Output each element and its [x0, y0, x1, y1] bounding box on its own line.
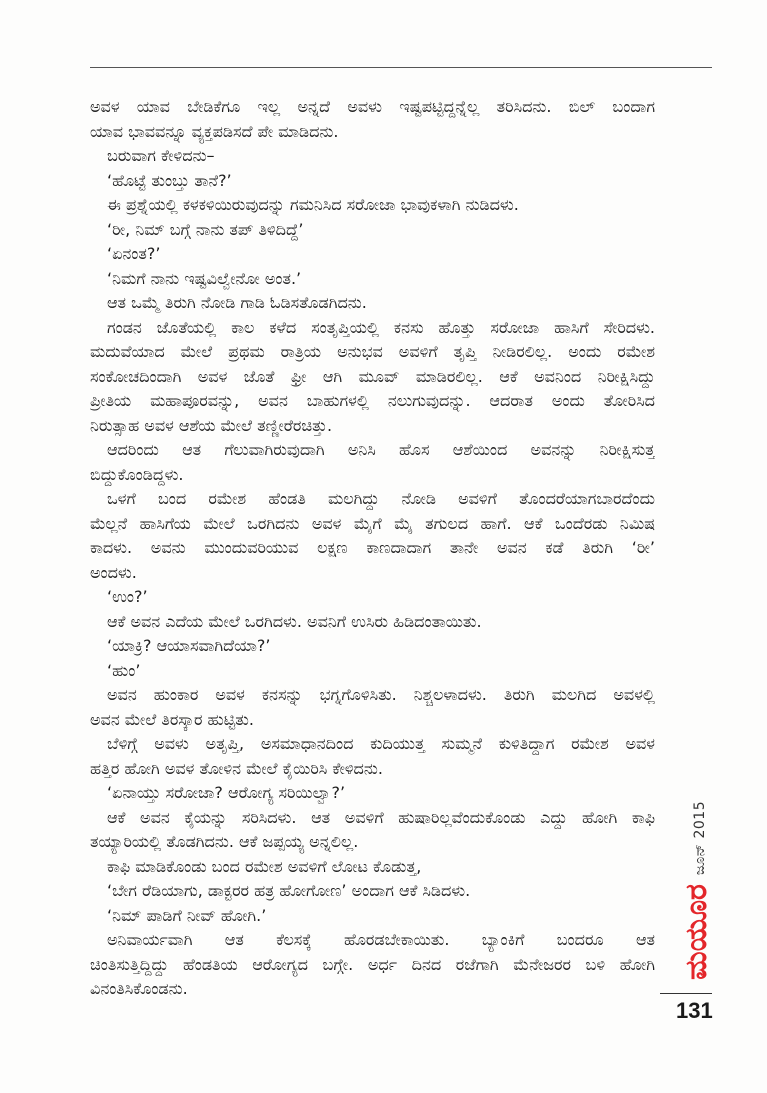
- text-line: ನಿರುತ್ಸಾಹ ಅವಳ ಆಶೆಯ ಮೇಲೆ ತಣ್ಣೀರೆರಚಿತ್ತು.: [90, 415, 333, 435]
- paragraph: [90, 928, 655, 1002]
- text-line: ಗಂಡನ ಜೊತೆಯಲ್ಲಿ ಕಾಲ ಕಳೆದ ಸಂತೃಪ್ತಿಯಲ್ಲಿ ಕನಸು ಹೊತ್ತು ಸರೋಜಾ ಹಾಸಿಗೆ ಸೇರಿದಳು.: [107, 317, 655, 337]
- paragraph: [90, 95, 655, 144]
- text-line: ಬಿದ್ದುಕೊಂಡಿದ್ದಳು.: [90, 464, 184, 484]
- header-rule: [90, 67, 712, 68]
- dialogue-line: [90, 585, 655, 610]
- text-line: ಅವನ ಹುಂಕಾರ ಅವಳ ಕನಸನ್ನು ಭಗ್ನಗೊಳಿಸಿತು. ನಿಶ್ಚಲಳಾದಳು. ತಿರುಗಿ ಮಲಗಿದ ಅವಳಲ್ಲಿ: [107, 685, 655, 704]
- dialogue-line: [90, 267, 655, 292]
- text-line: ‘ನಿಮ್ ಪಾಡಿಗೆ ನೀವ್ ಹೋಗಿ.’: [107, 905, 267, 925]
- paragraph: [90, 855, 655, 880]
- text-line: ‘ಹುಂ’: [107, 660, 141, 680]
- text-line: ಆದರಿಂದು ಆತ ಗೆಲುವಾಗಿರುವುದಾಗಿ ಅನಿಸಿ ಹೊಸ ಆಶೆಯಿಂದ ಅವನನ್ನು ನಿರೀಕ್ಷಿಸುತ್ತ: [107, 440, 655, 459]
- paragraph: [90, 438, 655, 487]
- text-line: ಸಂಕೋಚದಿಂದಾಗಿ ಅವಳ ಜೊತೆ ಫ್ರೀ ಆಗಿ ಮೂವ್ ಮಾಡಿರಲಿಲ್ಲ. ಆಕೆ ಅವನಿಂದ ನಿರೀಕ್ಷಿಸಿದ್ದು: [90, 366, 655, 386]
- dialogue-line: [90, 218, 655, 243]
- text-line: ‘ರೀ, ನಿಮ್ ಬಗ್ಗೆ ನಾನು ತಪ್ ತಿಳಿದಿದ್ದೆ’: [107, 219, 304, 239]
- text-line: ಅಂದಳು.: [90, 562, 137, 582]
- text-line: ಮದುವೆಯಾದ ಮೇಲೆ ಪ್ರಥಮ ರಾತ್ರಿಯ ಅನುಭವ ಅವಳಿಗೆ ತೃಪ್ತಿ ನೀಡಿರಲಿಲ್ಲ. ಅಂದು ರಮೇಶ: [90, 342, 655, 361]
- text-line: ‘ಹೊಟ್ಟೆ ತುಂಬ್ತು ತಾನೆ?’: [107, 170, 232, 190]
- paragraph: [90, 806, 655, 855]
- text-line: ಬರುವಾಗ ಕೇಳಿದನು–: [107, 146, 215, 165]
- text-line: ಈ ಪ್ರಶ್ನೆಯಲ್ಲಿ ಕಳಕಳಿಯಿರುವುದನ್ನು ಗಮನಿಸಿದ ಸರೋಜಾ ಭಾವುಕಳಾಗಿ ನುಡಿದಳು.: [107, 195, 519, 214]
- text-line: ‘ಏನಾಯ್ತು ಸರೋಜಾ? ಆರೋಗ್ಯ ಸರಿಯಿಲ್ವಾ?’: [107, 783, 346, 802]
- magazine-logo: ಮಯೂರ: [679, 884, 714, 980]
- footer-rule: [660, 993, 712, 994]
- text-line: ಚಿಂತಿಸುತ್ತಿದ್ದಿದ್ದು ಹೆಂಡತಿಯ ಆರೋಗ್ಯದ ಬಗ್ಗೇ. ಅರ್ಧ ದಿನದ ರಜೆಗಾಗಿ ಮೆನೇಜರರ ಬಳಿ ಹೋಗಿ: [90, 954, 655, 974]
- text-line: ಹತ್ತಿರ ಹೋಗಿ ಅವಳ ತೋಳಿನ ಮೇಲೆ ಕೈಯಿರಿಸಿ ಕೇಳಿದನು.: [90, 758, 383, 778]
- paragraph: [90, 732, 655, 781]
- dialogue-line: [90, 169, 655, 194]
- text-line: ಬೆಳಿಗ್ಗೆ ಅವಳು ಅತೃಪ್ತಿ, ಅಸಮಾಧಾನದಿಂದ ಕುದಿಯುತ್ತ ಸುಮ್ಮನೆ ಕುಳಿತಿದ್ದಾಗ ರಮೇಶ ಅವಳ: [107, 734, 655, 753]
- dialogue-line: [90, 879, 655, 904]
- text-line: ಅವನ ಮೇಲೆ ತಿರಸ್ಕಾರ ಹುಟ್ಟಿತು.: [90, 709, 254, 729]
- dialogue-line: [90, 904, 655, 929]
- text-line: ‘ಉಂ?’: [107, 587, 148, 606]
- text-line: ಕಾಫಿ ಮಾಡಿಕೊಂಡು ಬಂದ ರಮೇಶ ಅವಳಿಗೆ ಲೋಟ ಕೊಡುತ್ತ,: [107, 856, 422, 876]
- issue-date: ಜೂನ್ 2015: [692, 800, 708, 876]
- paragraph: [90, 316, 655, 439]
- paragraph: [90, 144, 655, 169]
- text-line: ಅನಿವಾರ್ಯವಾಗಿ ಆತ ಕೆಲಸಕ್ಕೆ ಹೊರಡಬೇಕಾಯಿತು. ಬ್ಯಾಂಕಿಗೆ ಬಂದರೂ ಆತ: [107, 930, 655, 949]
- paragraph: [90, 610, 655, 635]
- dialogue-line: [90, 659, 655, 684]
- text-line: ತಯ್ಯಾರಿಯಲ್ಲಿ ತೊಡಗಿದನು. ಆಕೆ ಜಪ್ಪಯ್ಯ ಅನ್ನಲಿಲ್ಲ.: [90, 832, 359, 851]
- text-line: ‘ಏನಂತ?’: [107, 244, 161, 263]
- text-line: ‘ಯಾಕ್ರಿ? ಆಯಾಸವಾಗಿದೆಯಾ?’: [107, 636, 271, 655]
- paragraph: [90, 193, 655, 218]
- text-line: ಒಳಗೆ ಬಂದ ರಮೇಶ ಹೆಂಡತಿ ಮಲಗಿದ್ದು ನೋಡಿ ಅವಳಿಗೆ ತೊಂದರೆಯಾಗಬಾರದೆಂದು: [107, 489, 655, 508]
- dialogue-line: [90, 634, 655, 659]
- text-line: ‘ನಿಮಗೆ ನಾನು ಇಷ್ಟವಿಲ್ವೇನೋ ಅಂತ.’: [107, 268, 302, 288]
- text-line: ಅವಳ ಯಾವ ಬೇಡಿಕೆಗೂ ಇಲ್ಲ ಅನ್ನದೆ ಅವಳು ಇಷ್ಟಪಟ್ಟಿದ್ದನ್ನೆಲ್ಲ ತರಿಸಿದನು. ಬಿಲ್ ಬಂದಾಗ: [90, 97, 655, 116]
- text-line: ಯಾವ ಭಾವವನ್ನೂ ವ್ಯಕ್ತಪಡಿಸದೆ ಪೇ ಮಾಡಿದನು.: [90, 121, 339, 141]
- dialogue-line: [90, 781, 655, 806]
- paragraph: [90, 683, 655, 732]
- text-line: ಪ್ರೀತಿಯ ಮಹಾಪೂರವನ್ನು, ಅವನ ಬಾಹುಗಳಲ್ಲಿ ನಲುಗುವುದನ್ನು. ಆದರಾತ ಅಂದು ತೋರಿಸಿದ: [90, 391, 655, 410]
- text-line: ಆತ ಒಮ್ಮೆ ತಿರುಗಿ ನೋಡಿ ಗಾಡಿ ಓಡಿಸತೊಡಗಿದನು.: [107, 293, 367, 312]
- text-line: ವಿನಂತಿಸಿಕೊಂಡನು.: [90, 979, 188, 998]
- page-number: 131: [676, 998, 713, 1023]
- paragraph: [90, 487, 655, 585]
- text-line: ಆಕೆ ಅವನ ಕೈಯನ್ನು ಸರಿಸಿದಳು. ಆತ ಅವಳಿಗೆ ಹುಷಾರಿಲ್ಲವೆಂದುಕೊಂಡು ಎದ್ದು ಹೋಗಿ ಕಾಫಿ: [107, 807, 655, 827]
- story-column: [90, 95, 655, 1002]
- text-line: ಆಕೆ ಅವನ ಎದೆಯ ಮೇಲೆ ಒರಗಿದಳು. ಅವನಿಗೆ ಉಸಿರು ಹಿಡಿದಂತಾಯಿತು.: [107, 611, 482, 631]
- dialogue-line: [90, 242, 655, 267]
- text-line: ಕಾದಳು. ಅವನು ಮುಂದುವರಿಯುವ ಲಕ್ಷಣ ಕಾಣದಾದಾಗ ತಾನೇ ಅವನ ಕಡೆ ತಿರುಗಿ ‘ರೀ’: [90, 538, 655, 557]
- text-line: ‘ಬೇಗ ರೆಡಿಯಾಗು, ಡಾಕ್ಟರರ ಹತ್ರ ಹೋಗೋಣ’ ಅಂದಾಗ ಆಕೆ ಸಿಡಿದಳು.: [107, 881, 471, 900]
- paragraph: [90, 291, 655, 316]
- text-line: ಮೆಲ್ಲನೆ ಹಾಸಿಗೆಯ ಮೇಲೆ ಒರಗಿದನು ಅವಳ ಮೈಗೆ ಮೈ ತಗುಲದ ಹಾಗೆ. ಆಕೆ ಒಂದೆರಡು ನಿಮಿಷ: [90, 513, 655, 533]
